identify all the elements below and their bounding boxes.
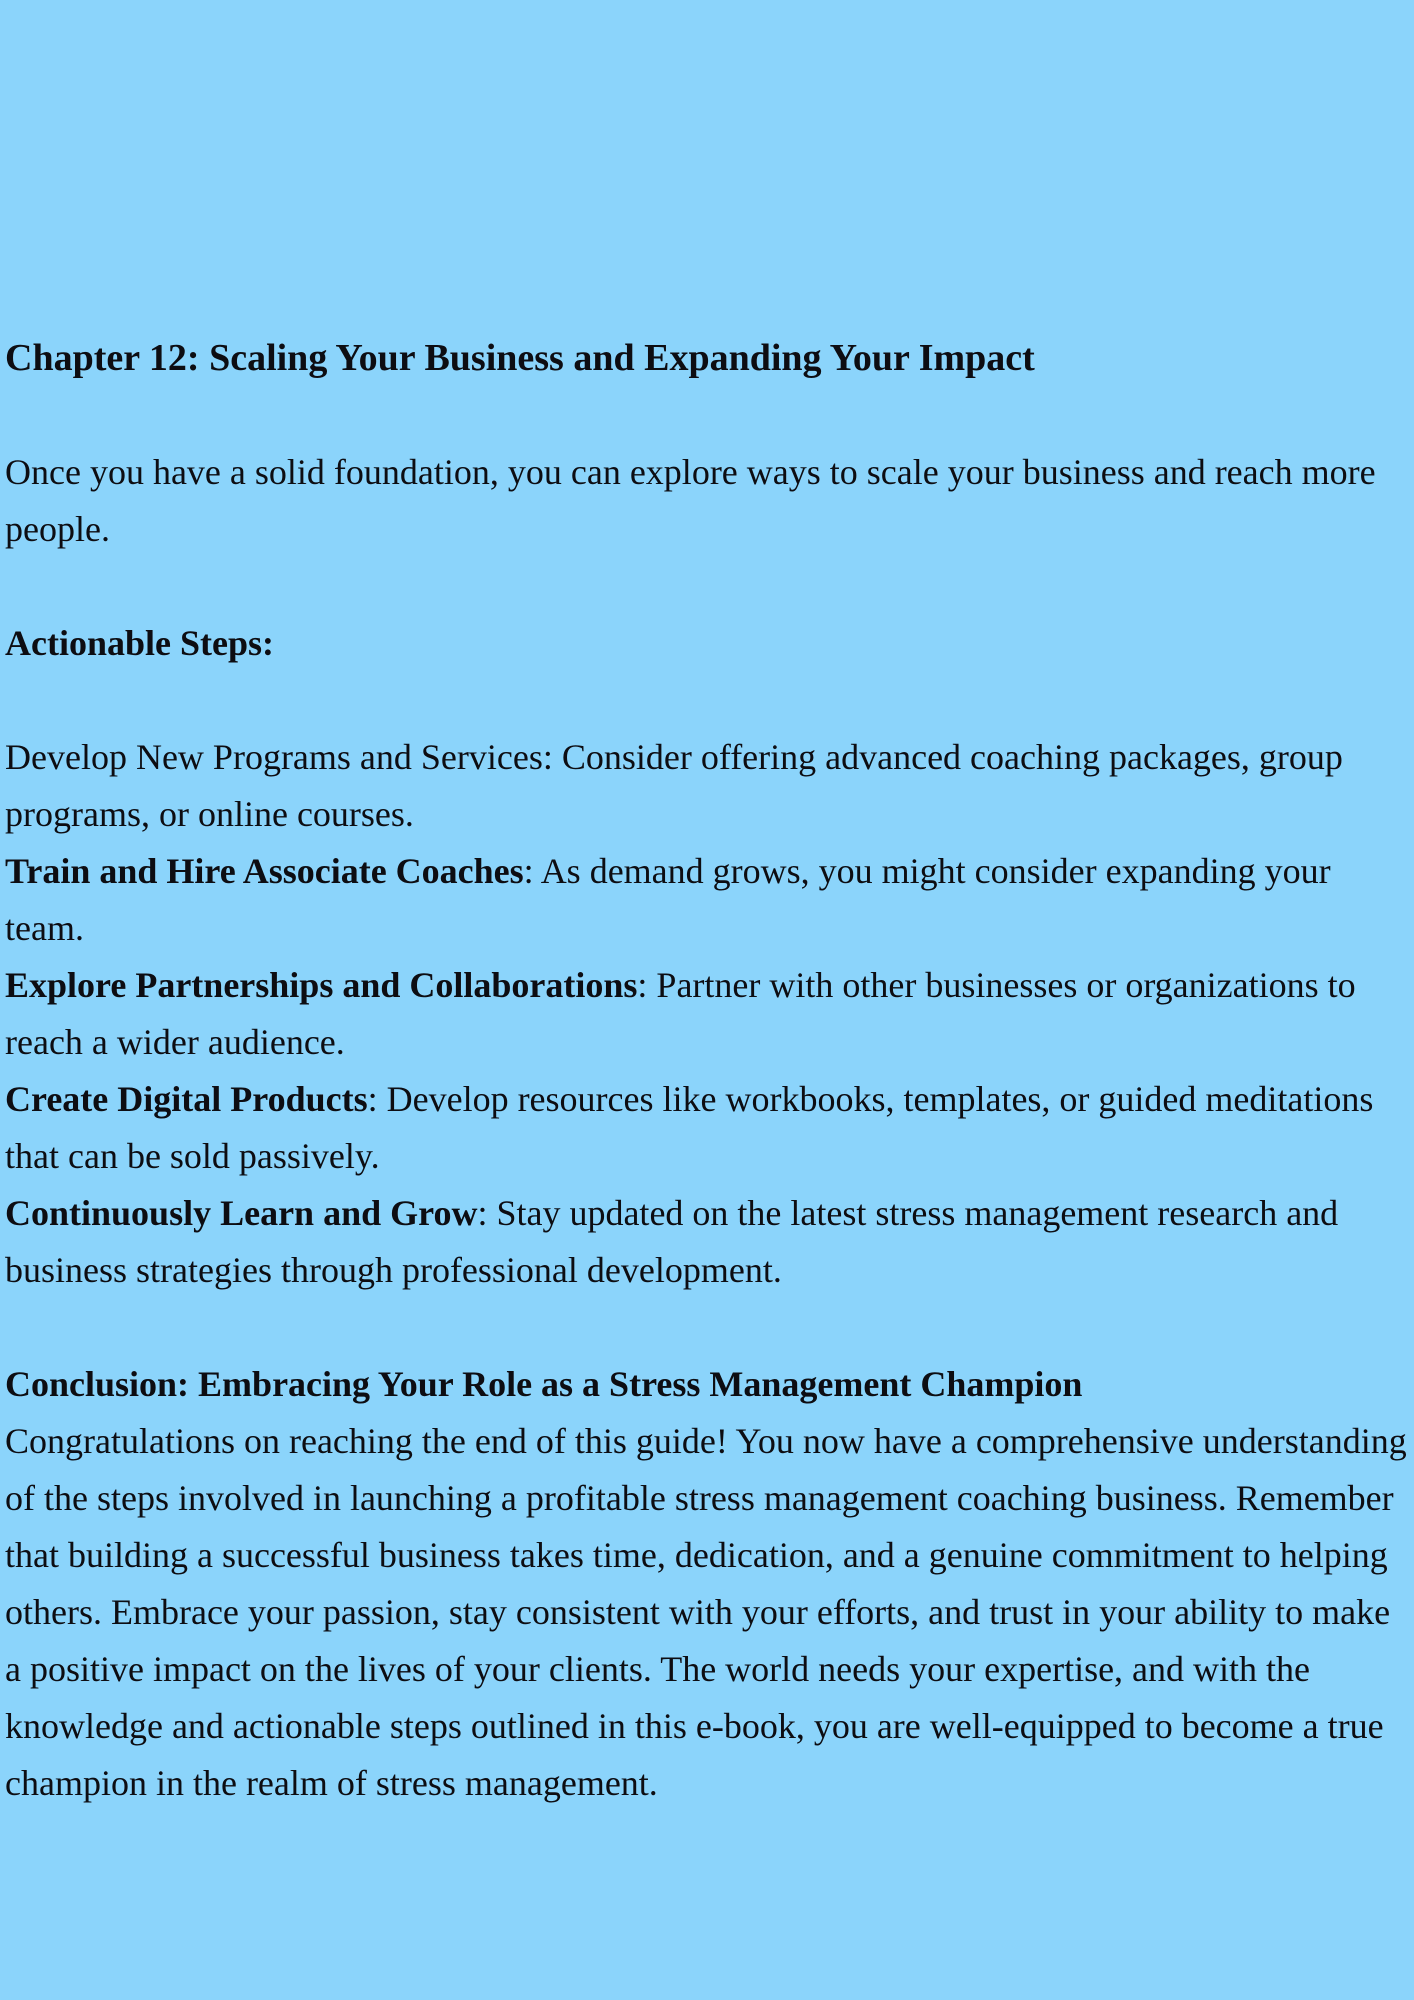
list-item: Continuously Learn and Grow: Stay updated on the latest stress management research and business strategies through professional development. <box>5 1193 1339 1290</box>
step-lead: Develop New Programs and Services <box>5 737 543 777</box>
chapter-heading: Chapter 12: Scaling Your Business and Expanding Your Impact <box>5 337 1035 379</box>
intro-paragraph: Once you have a solid foundation, you can explore ways to scale your business and reach more people. <box>5 452 1376 549</box>
actionable-steps-heading: Actionable Steps: <box>5 623 274 663</box>
list-item: Train and Hire Associate Coaches: As demand grows, you might consider expanding your team. <box>5 851 1331 948</box>
step-lead: Explore Partnerships and Collaborations <box>5 965 638 1005</box>
list-item: Create Digital Products: Develop resources like workbooks, templates, or guided meditations that can be sold passively. <box>5 1079 1374 1176</box>
step-lead: Continuously Learn and Grow <box>5 1193 478 1233</box>
list-item: Develop New Programs and Services: Consider offering advanced coaching packages, group programs, or online courses. <box>5 737 1343 834</box>
step-lead: Train and Hire Associate Coaches <box>5 851 524 891</box>
conclusion-heading: Conclusion: Embracing Your Role as a Stress Management Champion <box>5 1364 1083 1404</box>
conclusion-paragraph: Congratulations on reaching the end of this guide! You now have a comprehensive understanding of the steps involved in launching a profitable stress management coaching business. Remember that building a successful business takes time, dedication, and a genuine commitment to helping others. Embrace your passion, stay consistent with your efforts, and trust in your ability to make a positive impact on the lives of your clients. The world needs your expertise, and with the knowledge and actionable steps outlined in this e-book, you are well-equipped to become a true champion in the realm of stress management. <box>5 1421 1407 1803</box>
actionable-steps-list <box>5 729 1408 1299</box>
list-item: Explore Partnerships and Collaborations: Partner with other businesses or organizations to reach a wider audience. <box>5 965 1356 1062</box>
step-lead: Create Digital Products <box>5 1079 368 1119</box>
